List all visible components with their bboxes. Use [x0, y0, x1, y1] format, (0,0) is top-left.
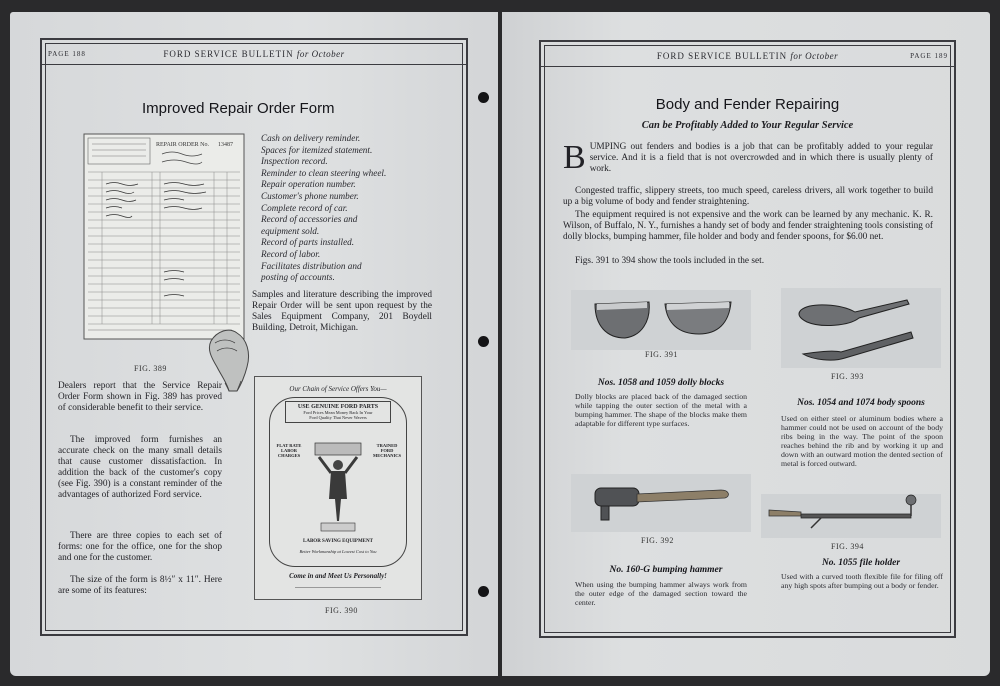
feature-item: Customer's phone number. — [261, 190, 359, 201]
header-rule — [541, 66, 954, 67]
repair-order-form-figure — [82, 132, 248, 342]
intro-text: UMPING out fenders and bodies is a job that can be profitably added to your regular service. And it is a field that is not overcrowded and in which there is usually plenty of work. — [589, 142, 933, 174]
feature-item: Repair operation number. — [261, 179, 356, 190]
form-number: 13487 — [218, 142, 233, 148]
feature-item: Record of accessories and — [261, 214, 358, 225]
right-page-frame — [539, 40, 956, 638]
poster-bottom-label: LABOR SAVING EQUIPMENT — [303, 539, 373, 544]
dolly-blocks-photo — [571, 290, 751, 350]
body-spoons-description: Used on either steel or aluminum bodies where a hammer could not be used on account of the body ribs being in the way. The point of the spoon reaches behind the rib and by working it up and down with an outward motion the dented section of metal is forced outward. — [781, 414, 943, 468]
poster-heading: Our Chain of Service Offers You— — [289, 385, 387, 393]
file-holder-caption: No. 1055 file holder — [821, 558, 901, 568]
poster-call-to-action: Come in and Meet Us Personally! — [289, 572, 387, 580]
right-page — [502, 12, 990, 676]
left-page-number: PAGE 188 — [48, 50, 86, 58]
feature-item: Facilitates distribution and — [261, 260, 362, 271]
poster-banner-sub2: Ford Quality That Never Wavers — [309, 415, 367, 420]
equipment-paragraph: The equipment required is not expensive and the work can be learned by any mechanic. K. R. Wilson, of Buffalo, N. Y., furnishes a handy set of body and fender straightening tools consisting of dolly blocks, bumping hammer, file holder and body and fender spoons, for $6.00 net. — [563, 210, 933, 242]
feature-item: Complete record of car. — [261, 202, 348, 213]
fig-393-label: FIG. 393 — [831, 372, 864, 381]
feature-item: equipment sold. — [261, 225, 320, 236]
fig-392-label: FIG. 392 — [641, 536, 674, 545]
dealers-paragraph: Dealers report that the Service Repair Order Form shown in Fig. 389 has proved of considerable benefit to their service. — [58, 381, 222, 413]
right-page-title: Body and Fender Repairing — [655, 96, 840, 113]
bumping-hammer-caption: No. 160-G bumping hammer — [609, 565, 723, 575]
feature-item: Inspection record. — [261, 156, 328, 167]
poster-banner-sub1: Ford Prices Mean Money Back In Your — [303, 410, 373, 415]
poster-left-column: FLAT RATE LABOR CHARGES — [276, 443, 302, 458]
right-page-subtitle: Can be Profitably Added to Your Regular Service — [641, 120, 854, 131]
poster-banner-text: USE GENUINE FORD PARTS — [297, 404, 379, 410]
poster-banner — [285, 401, 391, 423]
bulletin-month: for October — [296, 49, 345, 59]
form-size-paragraph: The size of the form is 8½″ x 11″. Here are some of its features: — [58, 575, 222, 596]
dolly-blocks-caption: Nos. 1058 and 1059 dolly blocks — [597, 378, 725, 388]
feature-item: Record of labor. — [261, 248, 321, 259]
service-poster — [254, 376, 422, 600]
body-spoons-caption: Nos. 1054 and 1074 body spoons — [797, 398, 925, 408]
figures-paragraph: Figs. 391 to 394 show the tools included in the set. — [575, 256, 765, 266]
binder-hole — [478, 92, 489, 103]
traffic-paragraph: Congested traffic, slippery streets, too much speed, careless drivers, all work together to build up a big volume of body and fender straightening. — [563, 186, 933, 207]
drop-cap: B — [563, 139, 586, 176]
right-bulletin-title — [541, 51, 954, 61]
bumping-hammer-photo — [571, 474, 751, 532]
features-list — [261, 133, 441, 284]
file-holder-description: Used with a curved tooth flexible file for filing off any high spots after bumping out a body or fender. — [781, 572, 943, 590]
bulletin-name: FORD SERVICE BULLETIN — [656, 51, 788, 61]
right-page-number: PAGE 189 — [910, 52, 948, 60]
left-running-header — [42, 46, 466, 64]
improved-form-paragraph: The improved form furnishes an accurate check on the many small details that cause customer dissatisfaction. In addition the back of the customer's copy (see Fig. 390) is a constant reminder of the advantages of authorized Ford service. — [58, 435, 222, 500]
fig-389-label: FIG. 389 — [134, 364, 167, 373]
binder-hole — [478, 336, 489, 347]
poster-fine-print-rule — [295, 587, 381, 588]
dolly-blocks-description: Dolly blocks are placed back of the damaged section while tapping the outer section of the metal with a bumping hammer. The shape of the blocks make them adaptable for different type surfaces. — [575, 392, 747, 428]
body-spoons-photo — [781, 288, 941, 368]
samples-paragraph: Samples and literature describing the improved Repair Order will be sent upon request by the Sales Equipment Company, 201 Boydell Building, Detroit, Michigan. — [252, 290, 432, 333]
form-heading: REPAIR ORDER No. — [156, 142, 209, 148]
header-rule — [42, 64, 466, 65]
poster-tagline: Better Workmanship at Lowest Cost to You — [299, 549, 377, 554]
feature-item: Reminder to clean steering wheel. — [261, 167, 387, 178]
bumping-hammer-illustration — [571, 474, 751, 532]
right-running-header — [541, 48, 954, 66]
dolly-blocks-illustration — [571, 290, 751, 350]
left-page — [10, 12, 498, 676]
bulletin-name: FORD SERVICE BULLETIN — [163, 49, 294, 59]
fig-391-label: FIG. 391 — [645, 350, 678, 359]
left-page-frame — [40, 38, 468, 636]
feature-item: Cash on delivery reminder. — [261, 133, 361, 143]
bumping-hammer-description: When using the bumping hammer always work from the outer edge of the damaged section toward the center. — [575, 580, 747, 607]
binder-hole — [478, 586, 489, 597]
fig-390-label: FIG. 390 — [325, 606, 358, 615]
poster-figure-illustration — [311, 439, 365, 535]
feature-item: posting of accounts. — [261, 272, 335, 283]
feature-item: Spaces for itemized statement. — [261, 144, 373, 155]
file-holder-photo — [761, 494, 941, 538]
intro-paragraph — [563, 139, 933, 176]
bulletin-month: for October — [790, 51, 839, 61]
left-page-title: Improved Repair Order Form — [142, 100, 335, 117]
poster-right-column: TRAINED FORD MECHANICS — [373, 443, 402, 458]
left-bulletin-title — [42, 49, 466, 59]
feature-item: Record of parts installed. — [261, 237, 355, 248]
copies-paragraph: There are three copies to each set of forms: one for the office, one for the shop and one for the customer. — [58, 531, 222, 563]
body-spoons-illustration — [781, 288, 941, 368]
fig-394-label: FIG. 394 — [831, 542, 864, 551]
file-holder-illustration — [761, 494, 941, 538]
